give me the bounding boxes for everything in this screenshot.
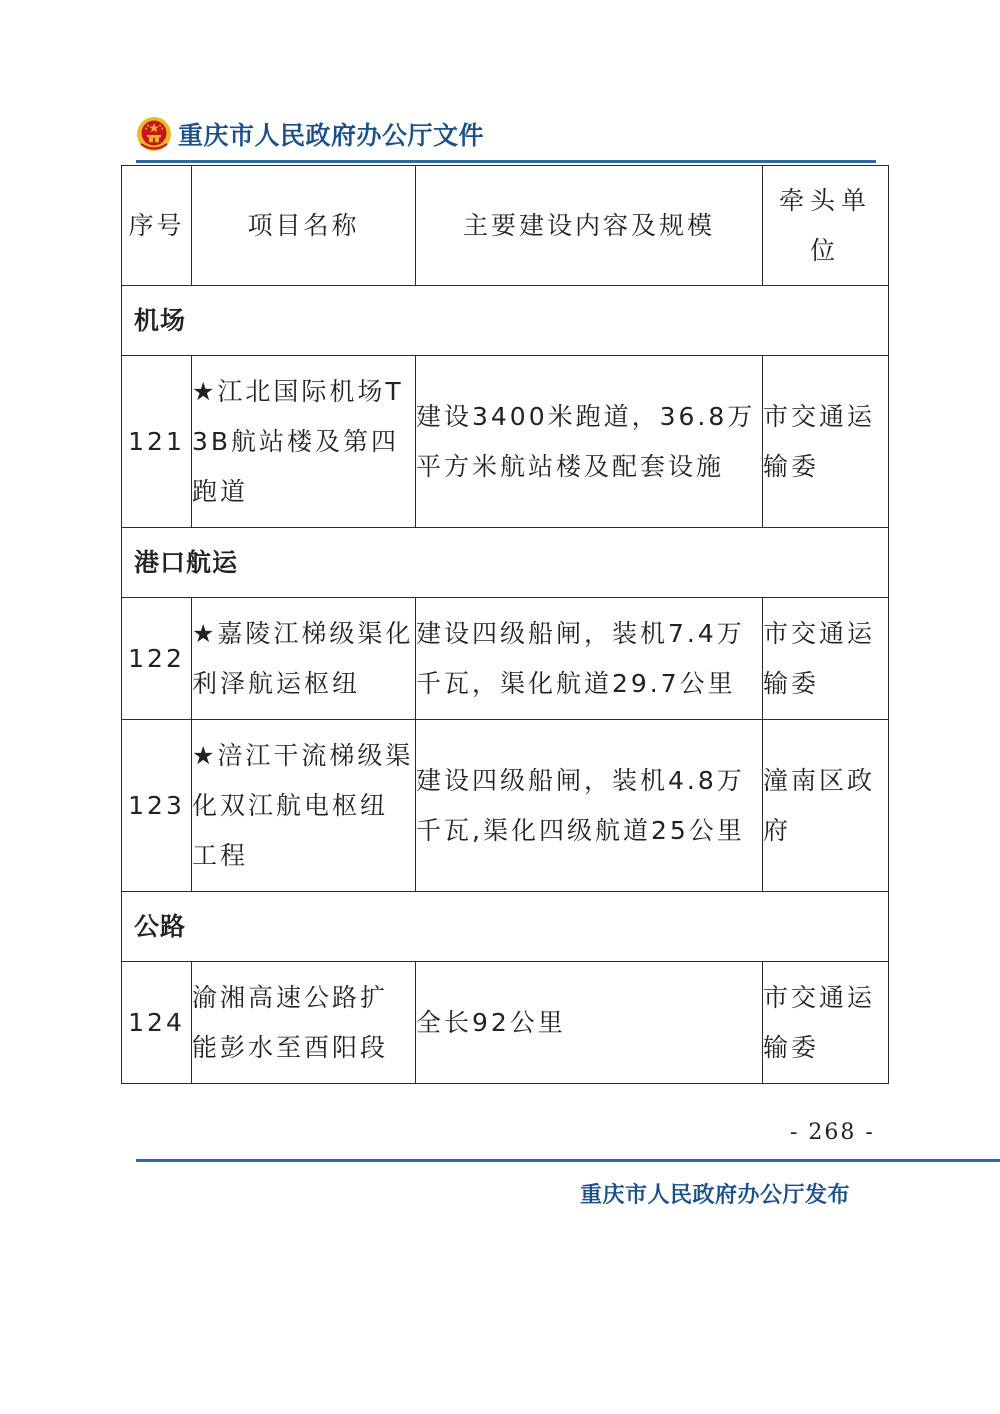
footer-divider	[136, 1159, 1000, 1162]
project-name: ★嘉陵江梯级渠化利泽航运枢纽	[192, 598, 416, 720]
section-row-port-shipping	[122, 528, 889, 598]
section-label: 机场	[122, 286, 889, 356]
row-number: 122	[122, 598, 192, 720]
column-header-content-scale: 主要建设内容及规模	[416, 166, 763, 286]
table-row	[122, 720, 889, 892]
document-header	[136, 112, 484, 156]
table-header-row	[122, 166, 889, 286]
section-label: 公路	[122, 892, 889, 962]
column-header-project-name: 项目名称	[192, 166, 416, 286]
section-row-airport	[122, 286, 889, 356]
construction-content: 建设3400米跑道，36.8万平方米航站楼及配套设施	[416, 356, 763, 528]
row-number: 123	[122, 720, 192, 892]
lead-unit: 潼南区政府	[763, 720, 889, 892]
header-divider	[136, 160, 876, 163]
project-name: ★涪江干流梯级渠化双江航电枢纽工程	[192, 720, 416, 892]
table-row	[122, 598, 889, 720]
construction-content: 建设四级船闸，装机7.4万千瓦，渠化航道29.7公里	[416, 598, 763, 720]
lead-unit: 市交通运输委	[763, 356, 889, 528]
column-header-number: 序号	[122, 166, 192, 286]
row-number: 121	[122, 356, 192, 528]
project-name: 渝湘高速公路扩能彭水至酉阳段	[192, 962, 416, 1084]
project-table	[121, 165, 889, 1084]
table-row	[122, 356, 889, 528]
national-emblem-icon	[136, 116, 172, 152]
lead-unit: 市交通运输委	[763, 962, 889, 1084]
column-header-lead-unit: 牵头单位	[763, 166, 889, 286]
section-row-highway	[122, 892, 889, 962]
row-number: 124	[122, 962, 192, 1084]
construction-content: 建设四级船闸，装机4.8万千瓦,渠化四级航道25公里	[416, 720, 763, 892]
lead-unit: 市交通运输委	[763, 598, 889, 720]
project-name: ★江北国际机场T3B航站楼及第四跑道	[192, 356, 416, 528]
page-number: - 268 -	[790, 1120, 875, 1145]
section-label: 港口航运	[122, 528, 889, 598]
publisher-label: 重庆市人民政府办公厅发布	[580, 1182, 851, 1208]
table-row	[122, 962, 889, 1084]
document-title: 重庆市人民政府办公厅文件	[178, 121, 485, 150]
construction-content: 全长92公里	[416, 962, 763, 1084]
